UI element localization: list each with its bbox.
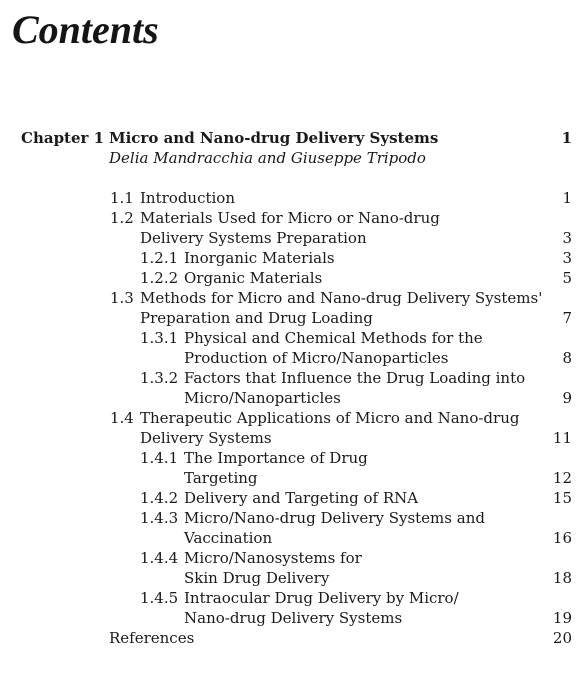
- toc-entry-1-3-2[interactable]: [140, 368, 525, 388]
- section-title: Intraocular Drug Delivery by Micro/: [184, 589, 459, 607]
- chapter-label: Chapter 1: [21, 129, 105, 147]
- page-number: 20: [552, 629, 572, 647]
- toc-entry-1-1[interactable]: [110, 188, 235, 208]
- section-number: 1.4.3: [140, 509, 179, 527]
- section-number: 1.3: [110, 289, 134, 307]
- page-number: 18: [552, 569, 572, 587]
- section-number: 1.3.1: [140, 329, 179, 347]
- chapter-page-number: 1: [561, 129, 572, 147]
- section-title: Micro/Nano-drug Delivery Systems and: [184, 509, 485, 527]
- section-title: Methods for Micro and Nano-drug Delivery Systems': [140, 289, 543, 307]
- section-title: Delivery and Targeting of RNA: [184, 489, 419, 507]
- section-number: 1.2.1: [140, 249, 179, 267]
- section-number: 1.2.2: [140, 269, 179, 287]
- section-title-continued: Preparation and Drug Loading: [140, 309, 373, 327]
- page-title: Contents: [12, 7, 159, 52]
- section-title: Micro/Nanosystems for: [184, 549, 362, 567]
- page-number: 3: [562, 249, 572, 267]
- toc-entry-1-2-1[interactable]: [140, 248, 335, 268]
- page-number: 8: [562, 349, 572, 367]
- section-title-continued: Production of Micro/Nanoparticles: [184, 349, 449, 367]
- toc-entry-1-3[interactable]: [110, 288, 542, 308]
- section-title-continued: Delivery Systems: [140, 429, 272, 447]
- section-number: 1.4.4: [140, 549, 179, 567]
- page-number: 19: [552, 609, 572, 627]
- section-number: 1.4.5: [140, 589, 179, 607]
- page-number: 3: [562, 229, 572, 247]
- toc-entry-1-4[interactable]: [110, 408, 519, 428]
- section-title-continued: Nano-drug Delivery Systems: [184, 609, 403, 627]
- section-title-continued: Delivery Systems Preparation: [140, 229, 367, 247]
- section-title: Materials Used for Micro or Nano-drug: [140, 209, 440, 227]
- section-title: Inorganic Materials: [184, 249, 335, 267]
- page-number: 7: [562, 309, 572, 327]
- section-title: The Importance of Drug: [184, 449, 368, 467]
- section-title: Organic Materials: [184, 269, 323, 287]
- toc-entry-1-4-5[interactable]: [140, 588, 459, 608]
- section-title: Therapeutic Applications of Micro and Nano-drug: [140, 409, 520, 427]
- page-number: 5: [562, 269, 572, 287]
- section-title-continued: Vaccination: [184, 529, 273, 547]
- section-number: 1.1: [110, 189, 134, 207]
- section-number: 1.3.2: [140, 369, 179, 387]
- section-number: 1.4.1: [140, 449, 179, 467]
- page-number: 11: [552, 429, 572, 447]
- page-number: 16: [552, 529, 572, 547]
- toc-entry-1-4-2[interactable]: [140, 488, 418, 508]
- section-title: Factors that Influence the Drug Loading into: [184, 369, 526, 387]
- toc-entry-1-4-3[interactable]: [140, 508, 485, 528]
- toc-entry-1-2[interactable]: [110, 208, 440, 228]
- page-number: 9: [562, 389, 572, 407]
- section-title: Physical and Chemical Methods for the: [184, 329, 483, 347]
- section-number: 1.4.2: [140, 489, 179, 507]
- toc-entry-1-4-1[interactable]: [140, 448, 368, 468]
- section-title-continued: Skin Drug Delivery: [184, 569, 330, 587]
- page-number: 15: [552, 489, 572, 507]
- chapter-authors: Delia Mandracchia and Giuseppe Tripodo: [109, 149, 426, 167]
- toc-entry-references[interactable]: References: [109, 629, 195, 647]
- page-number: 12: [552, 469, 572, 487]
- chapter-title[interactable]: Micro and Nano-drug Delivery Systems: [109, 129, 439, 147]
- section-number: 1.2: [110, 209, 134, 227]
- section-title: Introduction: [140, 189, 235, 207]
- toc-entry-1-4-4[interactable]: [140, 548, 362, 568]
- page-number: 1: [562, 189, 572, 207]
- section-number: 1.4: [110, 409, 134, 427]
- toc-entry-1-3-1[interactable]: [140, 328, 483, 348]
- section-title-continued: Micro/Nanoparticles: [184, 389, 341, 407]
- toc-entry-1-2-2[interactable]: [140, 268, 322, 288]
- section-title-continued: Targeting: [184, 469, 258, 487]
